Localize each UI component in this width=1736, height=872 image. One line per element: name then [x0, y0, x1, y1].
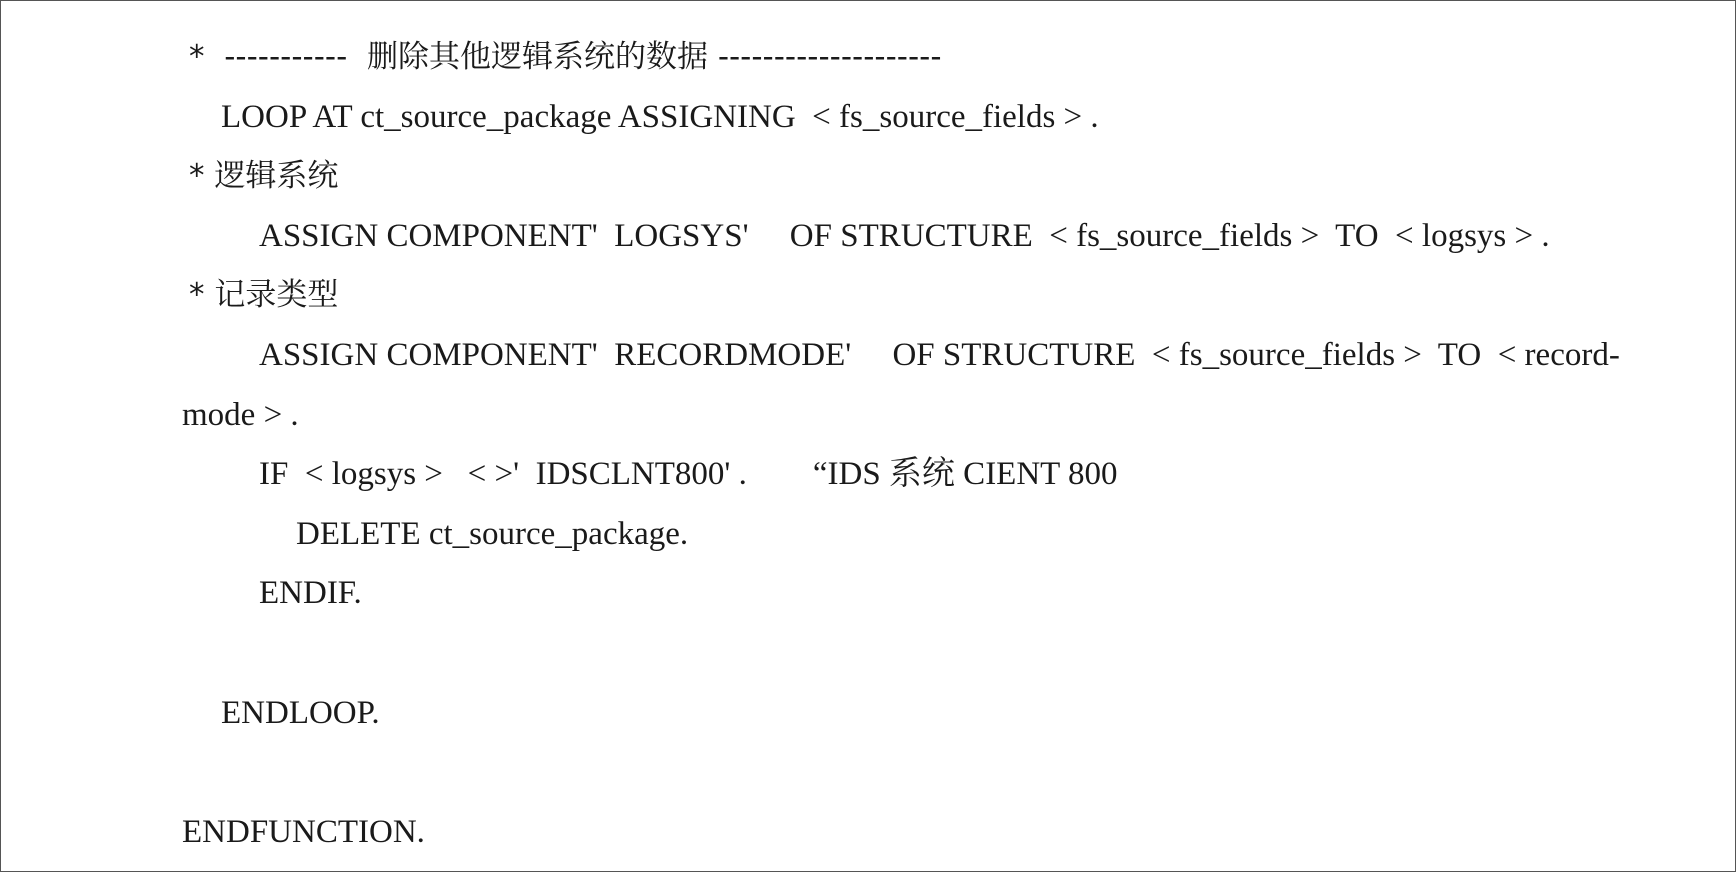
code-line-assign-recordmode: ASSIGN COMPONENT' RECORDMODE' OF STRUCTURE < fs_source_fields > TO < record-: [259, 336, 1620, 373]
code-line-endif: ENDIF.: [259, 575, 362, 612]
code-line-delete: DELETE ct_source_package.: [296, 515, 689, 552]
code-line-blank-1: [1, 624, 1735, 684]
code-line-comment-delete: * ----------- 删除其他逻辑系统的数据 --------------------: [189, 39, 942, 75]
code-line-assign-recordmode-cont: mode > .: [182, 396, 299, 433]
code-line-blank-2: [1, 743, 1735, 803]
code-line-endloop: ENDLOOP.: [221, 694, 380, 731]
code-line-loop: LOOP AT ct_source_package ASSIGNING < fs_source_fields > .: [221, 98, 1099, 135]
code-line-assign-logsys: ASSIGN COMPONENT' LOGSYS' OF STRUCTURE < fs_source_fields > TO < logsys > .: [259, 217, 1550, 254]
code-listing: [1, 28, 1735, 862]
code-line-comment-recordmode: * 记录类型: [189, 277, 339, 314]
code-line-endfunction: ENDFUNCTION.: [182, 813, 425, 850]
code-line-comment-logsys: * 逻辑系统: [189, 158, 339, 195]
code-line-if: IF < logsys > < >' IDSCLNT800' . “IDS 系统 CIENT 800: [259, 456, 1118, 493]
